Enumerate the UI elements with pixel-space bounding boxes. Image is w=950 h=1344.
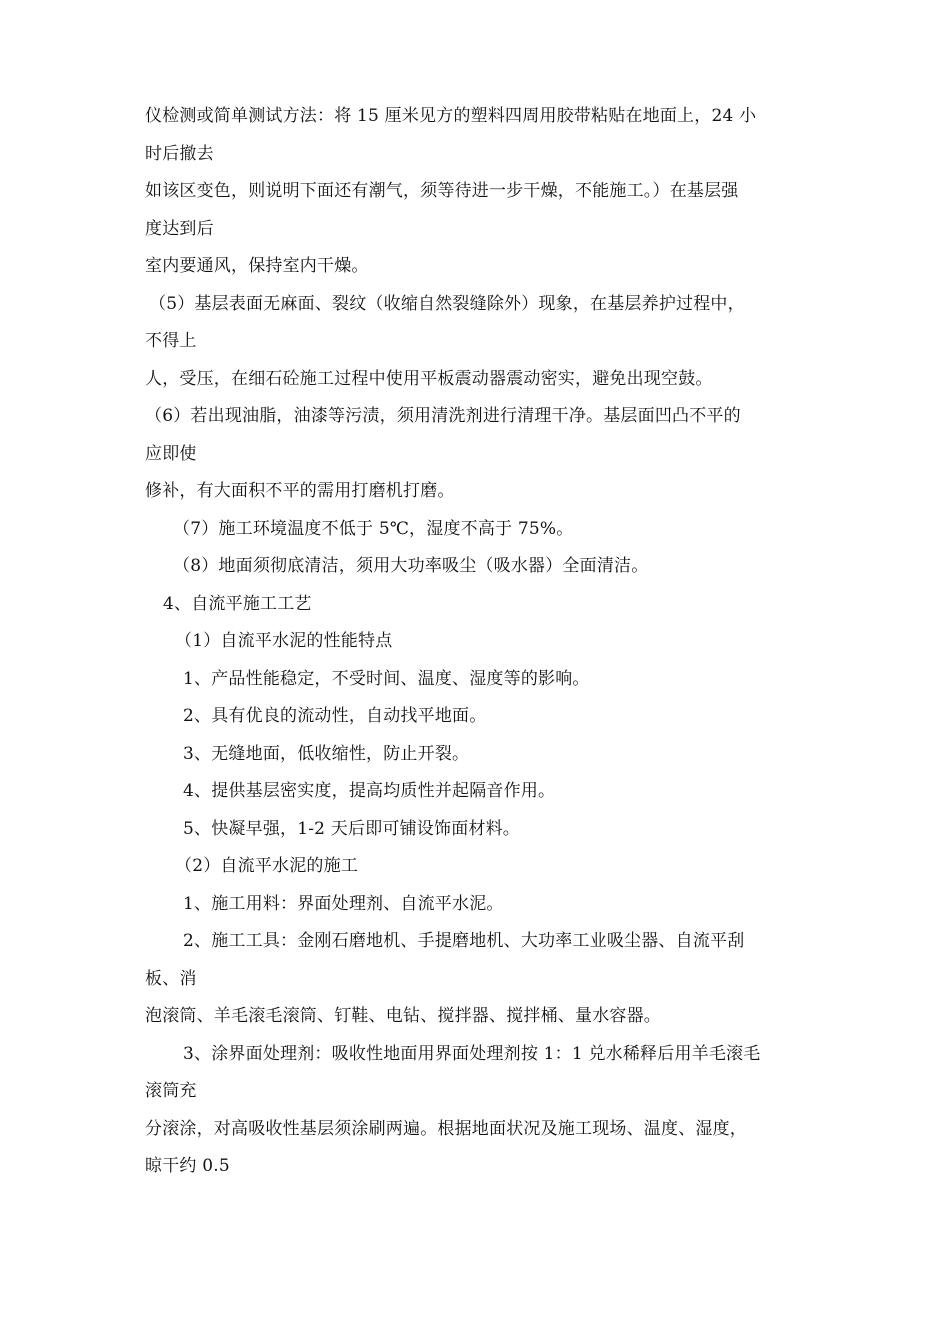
text-line: 应即使 bbox=[145, 443, 197, 464]
text-line: 泡滚筒、羊毛滚毛滚筒、钉鞋、电钻、搅拌器、搅拌桶、量水容器。 bbox=[145, 1006, 661, 1026]
text-line: 人，受压，在细石砼施工过程中使用平板震动器震动密实，避免出现空鼓。 bbox=[145, 368, 713, 389]
text-line: 时后撤去 bbox=[145, 143, 214, 164]
subsection-heading: （2）自流平水泥的施工 bbox=[175, 856, 359, 876]
document-body bbox=[145, 98, 815, 1186]
text-line: 室内要通风，保持室内干燥。 bbox=[145, 256, 369, 276]
list-item: 3、涂界面处理剂：吸收性地面用界面处理剂按 1：1 兑水稀释后用羊毛滚毛 bbox=[183, 1043, 761, 1064]
text-line: 滚筒充 bbox=[145, 1081, 197, 1101]
list-item: 1、产品性能稳定，不受时间、温度、湿度等的影响。 bbox=[183, 668, 590, 689]
text-line: 分滚涂，对高吸收性基层须涂刷两遍。根据地面状况及施工现场、温度、湿度， bbox=[145, 1118, 747, 1139]
text-line: （8）地面须彻底清洁，须用大功率吸尘（吸水器）全面清洁。 bbox=[173, 556, 649, 576]
list-item: 4、提供基层密实度，提高均质性并起隔音作用。 bbox=[183, 781, 556, 801]
text-line: 板、消 bbox=[145, 968, 197, 989]
text-line: 度达到后 bbox=[145, 218, 214, 239]
list-item: 5、快凝早强，1-2 天后即可铺设饰面材料。 bbox=[183, 818, 520, 839]
text-line: （6）若出现油脂，油漆等污渍，须用清洗剂进行清理干净。基层面凹凸不平的 bbox=[145, 406, 741, 426]
list-item: 2、施工工具：金刚石磨地机、手提磨地机、大功率工业吸尘器、自流平刮 bbox=[183, 931, 745, 951]
list-item: 2、具有优良的流动性，自动找平地面。 bbox=[183, 706, 487, 726]
text-line: 如该区变色，则说明下面还有潮气，须等待进一步干燥，不能施工。）在基层强 bbox=[145, 181, 739, 201]
text-line: 晾干约 0.5 bbox=[145, 1156, 230, 1176]
section-heading: 4、自流平施工工艺 bbox=[163, 593, 312, 614]
text-line: 不得上 bbox=[145, 331, 197, 351]
text-line: 仪检测或简单测试方法：将 15 厘米见方的塑料四周用胶带粘贴在地面上，24 小 bbox=[145, 106, 757, 126]
subsection-heading: （1）自流平水泥的性能特点 bbox=[175, 631, 393, 651]
list-item: 1、施工用料：界面处理剂、自流平水泥。 bbox=[183, 893, 504, 914]
text-line: 修补，有大面积不平的需用打磨机打磨。 bbox=[145, 481, 455, 501]
text-line: （7）施工环境温度不低于 5℃，湿度不高于 75%。 bbox=[173, 518, 574, 539]
text-line: （5）基层表面无麻面、裂纹（收缩自然裂缝除外）现象，在基层养护过程中， bbox=[149, 293, 745, 314]
list-item: 3、无缝地面，低收缩性，防止开裂。 bbox=[183, 743, 470, 764]
